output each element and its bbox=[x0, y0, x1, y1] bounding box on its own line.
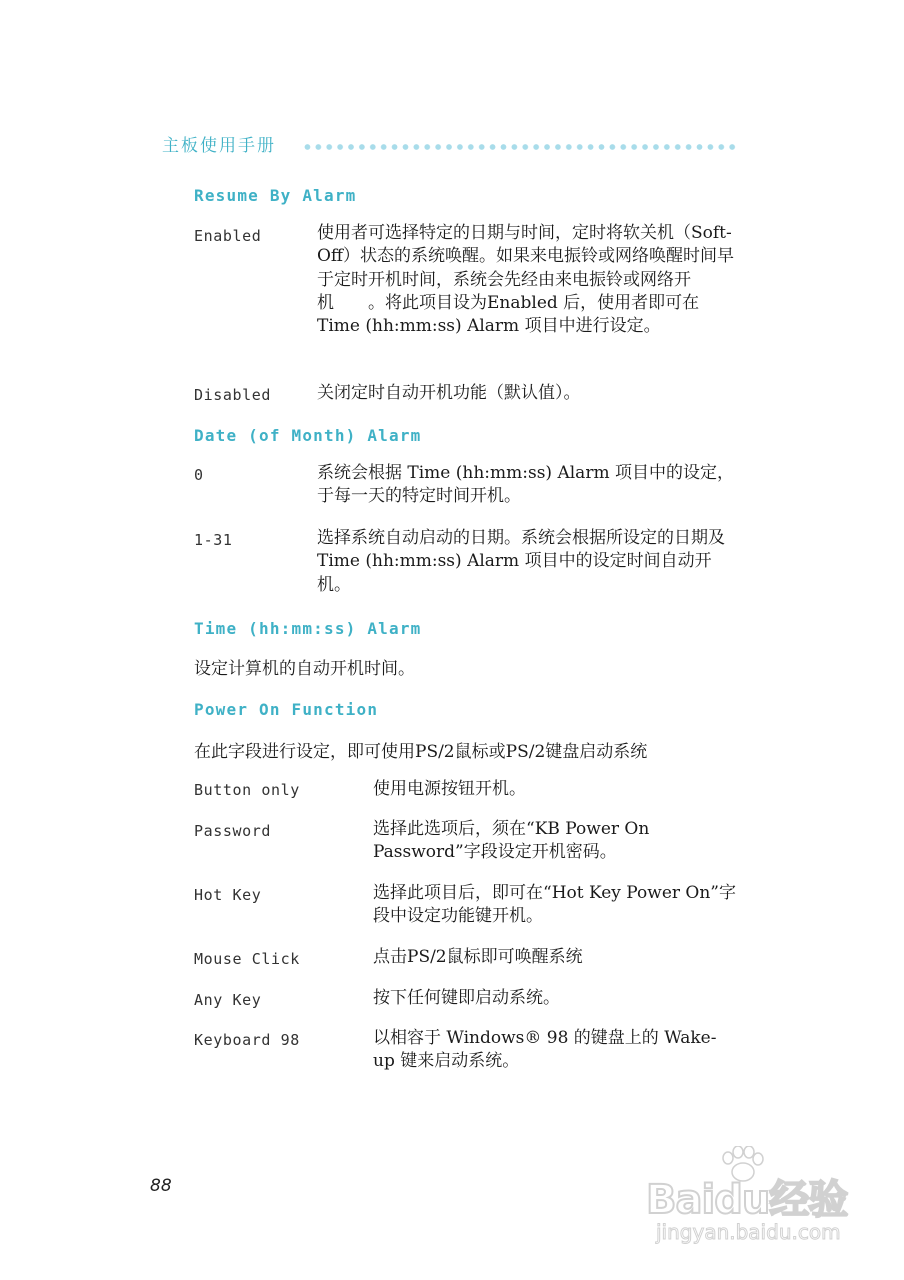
desc-enabled: 使用者可选择特定的日期与时间，定时将软关机（Soft-Off）状态的系统唤醒。如果来电振铃或网络唤醒时间早于定时开机时间，系统会先经由来电振铃或网络开机 。将此项目设为Enabled 后，使用者即可在 Time (hh:mm:ss) Alarm 项目中进行设定。 bbox=[317, 223, 735, 337]
watermark bbox=[640, 1140, 850, 1260]
watermark-url: jingyan.baidu.com bbox=[656, 1220, 841, 1244]
term-1-31: 1-31 bbox=[194, 531, 233, 549]
term-any-key: Any Key bbox=[194, 991, 262, 1009]
page-number: 88 bbox=[150, 1176, 172, 1196]
section-title-resume-by-alarm: Resume By Alarm bbox=[194, 186, 357, 205]
section-title-date-alarm: Date (of Month) Alarm bbox=[194, 426, 422, 445]
desc-button-only: 使用电源按钮开机。 bbox=[373, 779, 526, 799]
power-on-intro: 在此字段进行设定，即可使用PS/2鼠标或PS/2键盘启动系统 bbox=[194, 742, 648, 762]
running-header bbox=[162, 131, 276, 156]
header-dotted-rule bbox=[302, 143, 739, 151]
desc-any-key: 按下任何键即启动系统。 bbox=[373, 988, 560, 1008]
term-zero: 0 bbox=[194, 466, 204, 484]
desc-disabled: 关闭定时自动开机功能（默认值）。 bbox=[317, 383, 581, 403]
term-disabled: Disabled bbox=[194, 386, 272, 404]
term-button-only: Button only bbox=[194, 781, 300, 799]
section-title-power-on-function: Power On Function bbox=[194, 700, 379, 719]
desc-mouse-click: 点击PS/2鼠标即可唤醒系统 bbox=[373, 947, 583, 967]
term-password: Password bbox=[194, 822, 272, 840]
desc-keyboard-98: 以相容于 Windows® 98 的键盘上的 Wake-up 键来启动系统。 bbox=[373, 1028, 717, 1072]
manual-title: 主板使用手册 bbox=[162, 136, 276, 156]
desc-1-31: 选择系统自动启动的日期。系统会根据所设定的日期及 Time (hh:mm:ss) Alarm 项目中的设定时间自动开机。 bbox=[317, 528, 725, 595]
term-mouse-click: Mouse Click bbox=[194, 950, 300, 968]
term-hot-key: Hot Key bbox=[194, 886, 262, 904]
desc-hot-key: 选择此项目后，即可在“Hot Key Power On”字段中设定功能键开机。 bbox=[373, 883, 737, 927]
desc-time-alarm: 设定计算机的自动开机时间。 bbox=[194, 659, 415, 679]
term-keyboard-98: Keyboard 98 bbox=[194, 1031, 300, 1049]
desc-zero: 系统会根据 Time (hh:mm:ss) Alarm 项目中的设定，于每一天的特定时间开机。 bbox=[317, 463, 734, 507]
section-title-time-alarm: Time (hh:mm:ss) Alarm bbox=[194, 619, 422, 638]
desc-password: 选择此选项后，须在“KB Power On Password”字段设定开机密码。 bbox=[373, 819, 650, 863]
watermark-logo: Baidu经验 bbox=[646, 1177, 848, 1223]
term-enabled: Enabled bbox=[194, 227, 262, 245]
